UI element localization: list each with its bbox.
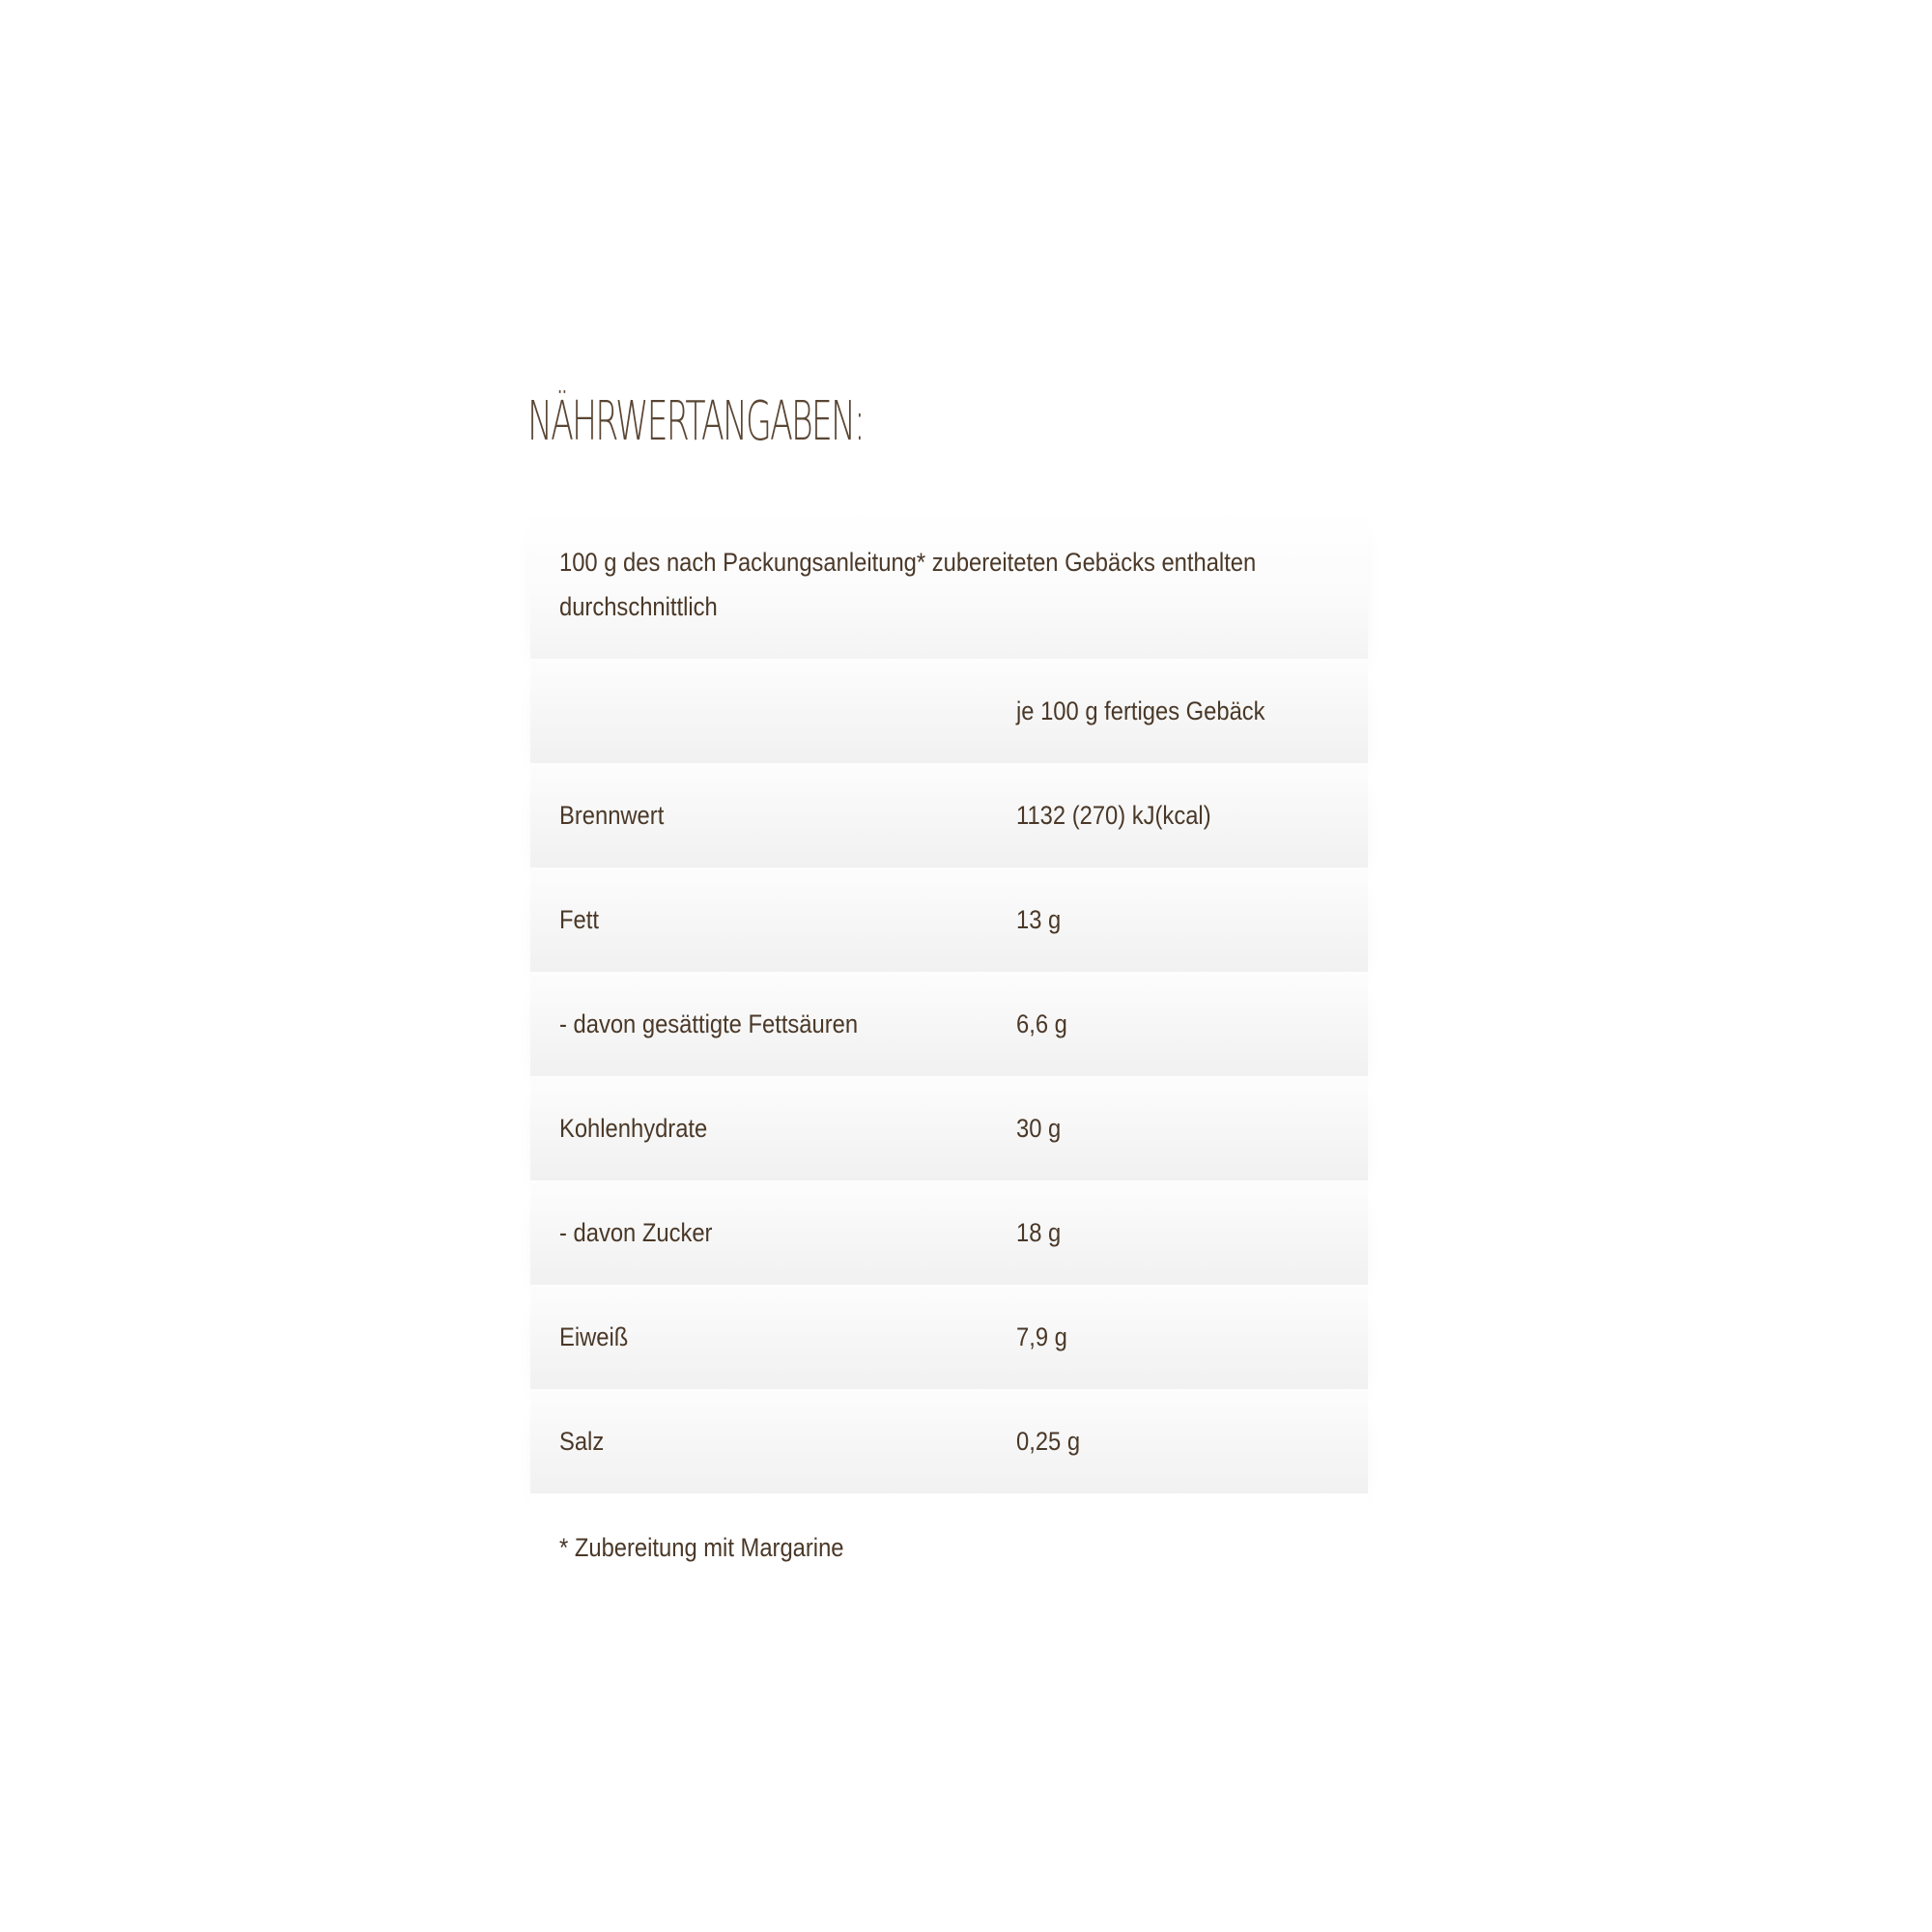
intro-text: 100 g des nach Packungsanleitung* zubereiteten Gebäcks enthalten durchschnittlich — [559, 548, 1257, 621]
page-title: NÄHRWERTANGABEN: — [527, 390, 864, 453]
row-label-salz: Salz — [559, 1427, 605, 1456]
table-header-row — [530, 659, 1368, 763]
row-value-gesaettigte-fettsaeuren: 6,6 g — [1016, 1009, 1067, 1038]
footnote-row — [530, 1493, 1368, 1571]
row-value-brennwert: 1132 (270) kJ(kcal) — [1016, 801, 1211, 830]
row-label-fett: Fett — [559, 905, 599, 934]
table-row — [530, 867, 1368, 972]
footnote: * Zubereitung mit Margarine — [559, 1533, 844, 1562]
row-label-kohlenhydrate: Kohlenhydrate — [559, 1114, 708, 1143]
row-value-fett: 13 g — [1016, 905, 1062, 934]
table-row — [530, 972, 1368, 1076]
row-label-brennwert: Brennwert — [559, 801, 665, 830]
nutrition-table — [530, 509, 1368, 1571]
table-row — [530, 1180, 1368, 1285]
row-value-kohlenhydrate: 30 g — [1016, 1114, 1062, 1143]
intro-row — [530, 509, 1368, 659]
row-label-gesaettigte-fettsaeuren: - davon gesättigte Fettsäuren — [559, 1009, 859, 1038]
table-row — [530, 1285, 1368, 1389]
row-value-salz: 0,25 g — [1016, 1427, 1081, 1456]
row-label-eiweiss: Eiweiß — [559, 1322, 629, 1351]
table-row — [530, 1076, 1368, 1180]
row-value-zucker: 18 g — [1016, 1218, 1062, 1247]
header-value: je 100 g fertiges Gebäck — [1016, 696, 1265, 725]
table-row — [530, 763, 1368, 867]
table-row — [530, 1389, 1368, 1493]
row-value-eiweiss: 7,9 g — [1016, 1322, 1067, 1351]
row-label-zucker: - davon Zucker — [559, 1218, 713, 1247]
